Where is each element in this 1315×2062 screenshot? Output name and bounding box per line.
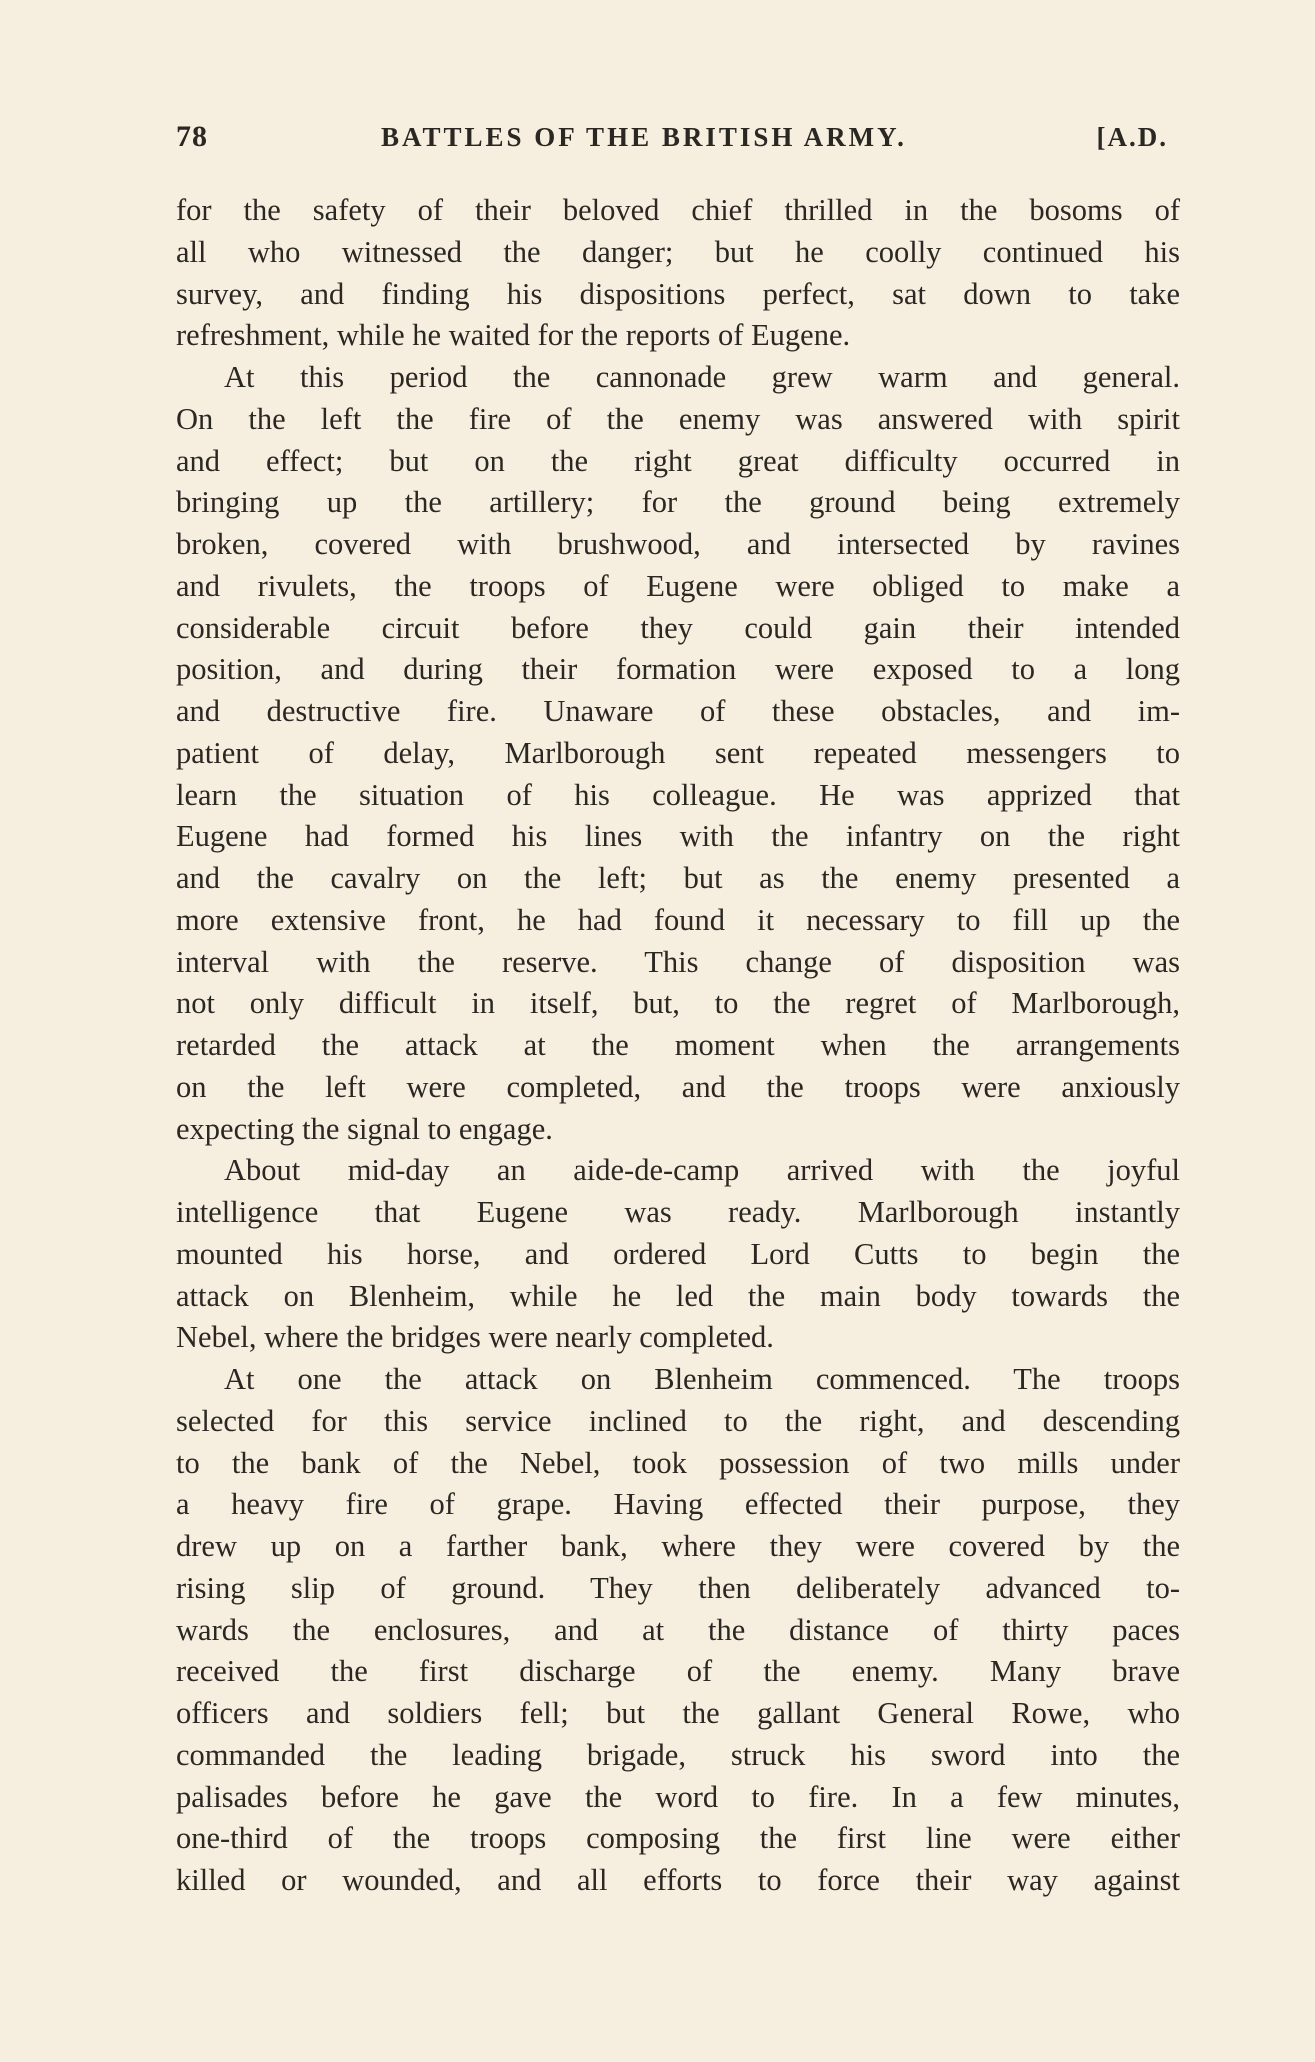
text-line: one-third of the troops composing the first line were either [176, 1821, 1180, 1856]
text-line: intelligence that Eugene was ready. Marlborough instantly [176, 1195, 1180, 1229]
text-line: and the cavalry on the left; but as the enemy presented a [176, 861, 1180, 895]
text-line: considerable circuit before they could gain their intended [176, 610, 1180, 645]
text-line: At this period the cannonade grew warm and general. [224, 360, 1180, 394]
text-line: a heavy fire of grape. Having effected their purpose, they [176, 1487, 1180, 1522]
text-line: palisades before he gave the word to fire. In a few minutes, [176, 1779, 1180, 1814]
page-number: 78 [176, 120, 208, 153]
text-line: and destructive fire. Unaware of these obstacles, and im- [176, 694, 1180, 728]
text-line: survey, and finding his dispositions perfect, sat down to take [176, 276, 1180, 311]
text-line: learn the situation of his colleague. He was apprized that [176, 777, 1180, 812]
text-line: retarded the attack at the moment when the arrangements [176, 1028, 1180, 1062]
text-line: position, and during their formation were exposed to a long [176, 652, 1180, 687]
text-line: commanded the leading brigade, struck his sword into the [176, 1737, 1180, 1772]
text-line: Nebel, where the bridges were nearly completed. [176, 1320, 774, 1355]
text-line: About mid-day an aide-de-camp arrived with the joyful [224, 1153, 1180, 1188]
text-line: At one the attack on Blenheim commenced. The troops [224, 1362, 1180, 1396]
text-line: for the safety of their beloved chief thrilled in the bosoms of [176, 193, 1180, 227]
text-line: attack on Blenheim, while he led the main body towards the [176, 1278, 1180, 1313]
text-line: more extensive front, he had found it necessary to fill up the [176, 902, 1180, 937]
text-line: rising slip of ground. They then deliberately advanced to- [176, 1570, 1180, 1605]
text-line: on the left were completed, and the troops were anxiously [176, 1069, 1180, 1104]
text-line: patient of delay, Marlborough sent repeated messengers to [176, 735, 1180, 770]
body-text [176, 190, 1180, 1902]
text-line: officers and soldiers fell; but the gallant General Rowe, who [176, 1696, 1180, 1730]
text-line: broken, covered with brushwood, and intersected by ravines [176, 527, 1180, 561]
text-line: mounted his horse, and ordered Lord Cutts to begin the [176, 1236, 1180, 1271]
text-line: not only difficult in itself, but, to the regret of Marlborough, [176, 986, 1180, 1021]
running-head [176, 112, 1180, 162]
text-line: and effect; but on the right great difficulty occurred in [176, 443, 1180, 478]
text-line: Eugene had formed his lines with the infantry on the right [176, 819, 1180, 854]
text-line: interval with the reserve. This change of disposition was [176, 944, 1180, 979]
text-line: refreshment, while he waited for the reports of Eugene. [176, 318, 851, 353]
text-line: and rivulets, the troops of Eugene were obliged to make a [176, 568, 1180, 603]
text-line: received the first discharge of the enemy. Many brave [176, 1654, 1180, 1689]
text-line: bringing up the artillery; for the ground being extremely [176, 485, 1180, 520]
text-line: killed or wounded, and all efforts to force their way against [176, 1863, 1180, 1897]
text-line: On the left the fire of the enemy was answered with spirit [176, 401, 1180, 436]
text-line: to the bank of the Nebel, took possession of two mills under [176, 1445, 1180, 1480]
text-line: wards the enclosures, and at the distance of thirty paces [176, 1612, 1180, 1647]
text-line: expecting the signal to engage. [176, 1111, 553, 1146]
text-line: selected for this service inclined to the right, and descending [176, 1403, 1180, 1438]
era-label: [A.D. [1096, 122, 1168, 152]
running-title: BATTLES OF THE BRITISH ARMY. [381, 122, 907, 152]
text-line: all who witnessed the danger; but he coolly continued his [176, 234, 1180, 269]
text-line: drew up on a farther bank, where they were covered by the [176, 1529, 1180, 1563]
